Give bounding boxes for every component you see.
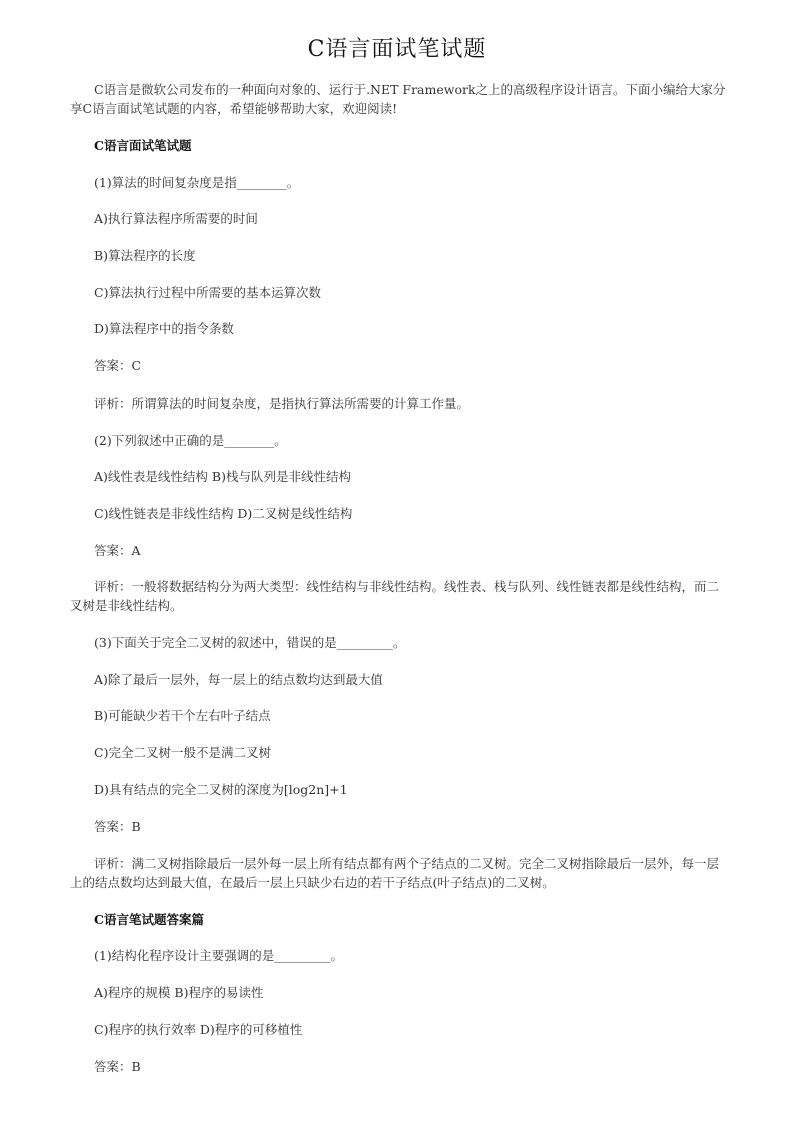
option-3c: C)完全二叉树一般不是满二叉树 (94, 745, 271, 760)
analysis-3-text: 评析：满二叉树指除最后一层外每一层上所有结点都有两个子结点的二叉树。完全二叉树指除最后一层外，每一层上的结点数均达到最大值，在最后一层上只缺少右边的若干子结点(叶子结点)的二叉树。 (70, 856, 720, 890)
page-title: C语言面试笔试题 (307, 37, 487, 62)
analysis-1: 评析：所谓算法的时间复杂度，是指执行算法所需要的计算工作量。 (94, 396, 470, 411)
question-1: (1)算法的时间复杂度是指________。 (94, 175, 300, 190)
analysis-2 (70, 577, 726, 615)
answer-2: 答案：A (94, 543, 141, 558)
options-2ab: A)线性表是线性结构 B)栈与队列是非线性结构 (94, 469, 351, 484)
option-3b: B)可能缺少若干个左右叶子结点 (94, 708, 271, 723)
section-heading-2: C语言笔试题答案篇 (94, 912, 204, 927)
option-3a: A)除了最后一层外，每一层上的结点数均达到最大值 (94, 672, 383, 687)
answer-3: 答案：B (94, 819, 141, 834)
question-2: (2)下列叙述中正确的是________。 (94, 433, 287, 448)
option-1a: A)执行算法程序所需要的时间 (94, 211, 258, 226)
analysis-3 (70, 854, 726, 892)
question-3: (3)下面关于完全二叉树的叙述中，错误的是_________。 (94, 635, 406, 650)
option-3d: D)具有结点的完全二叉树的深度为[log2n]+1 (94, 782, 348, 797)
intro-paragraph (70, 80, 726, 118)
analysis-2-text: 评析：一般将数据结构分为两大类型：线性结构与非线性结构。线性表、栈与队列、线性链表都是线性结构，而二叉树是非线性结构。 (70, 579, 720, 613)
options-4ab: A)程序的规模 B)程序的易读性 (94, 985, 264, 1000)
option-1c: C)算法执行过程中所需要的基本运算次数 (94, 285, 321, 300)
answer-1: 答案：C (94, 358, 142, 373)
intro-text: C语言是微软公司发布的一种面向对象的、运行于.NET Framework之上的高级程序设计语言。下面小编给大家分享C语言面试笔试题的内容，希望能够帮助大家，欢迎阅读! (70, 82, 726, 116)
question-4: (1)结构化程序设计主要强调的是_________。 (94, 948, 343, 963)
options-4cd: C)程序的执行效率 D)程序的可移植性 (94, 1022, 303, 1037)
answer-4: 答案：B (94, 1059, 141, 1074)
option-1b: B)算法程序的长度 (94, 248, 196, 263)
options-2cd: C)线性链表是非线性结构 D)二叉树是线性结构 (94, 506, 353, 521)
section-heading-1: C语言面试笔试题 (94, 138, 192, 153)
option-1d: D)算法程序中的指令条数 (94, 321, 234, 336)
